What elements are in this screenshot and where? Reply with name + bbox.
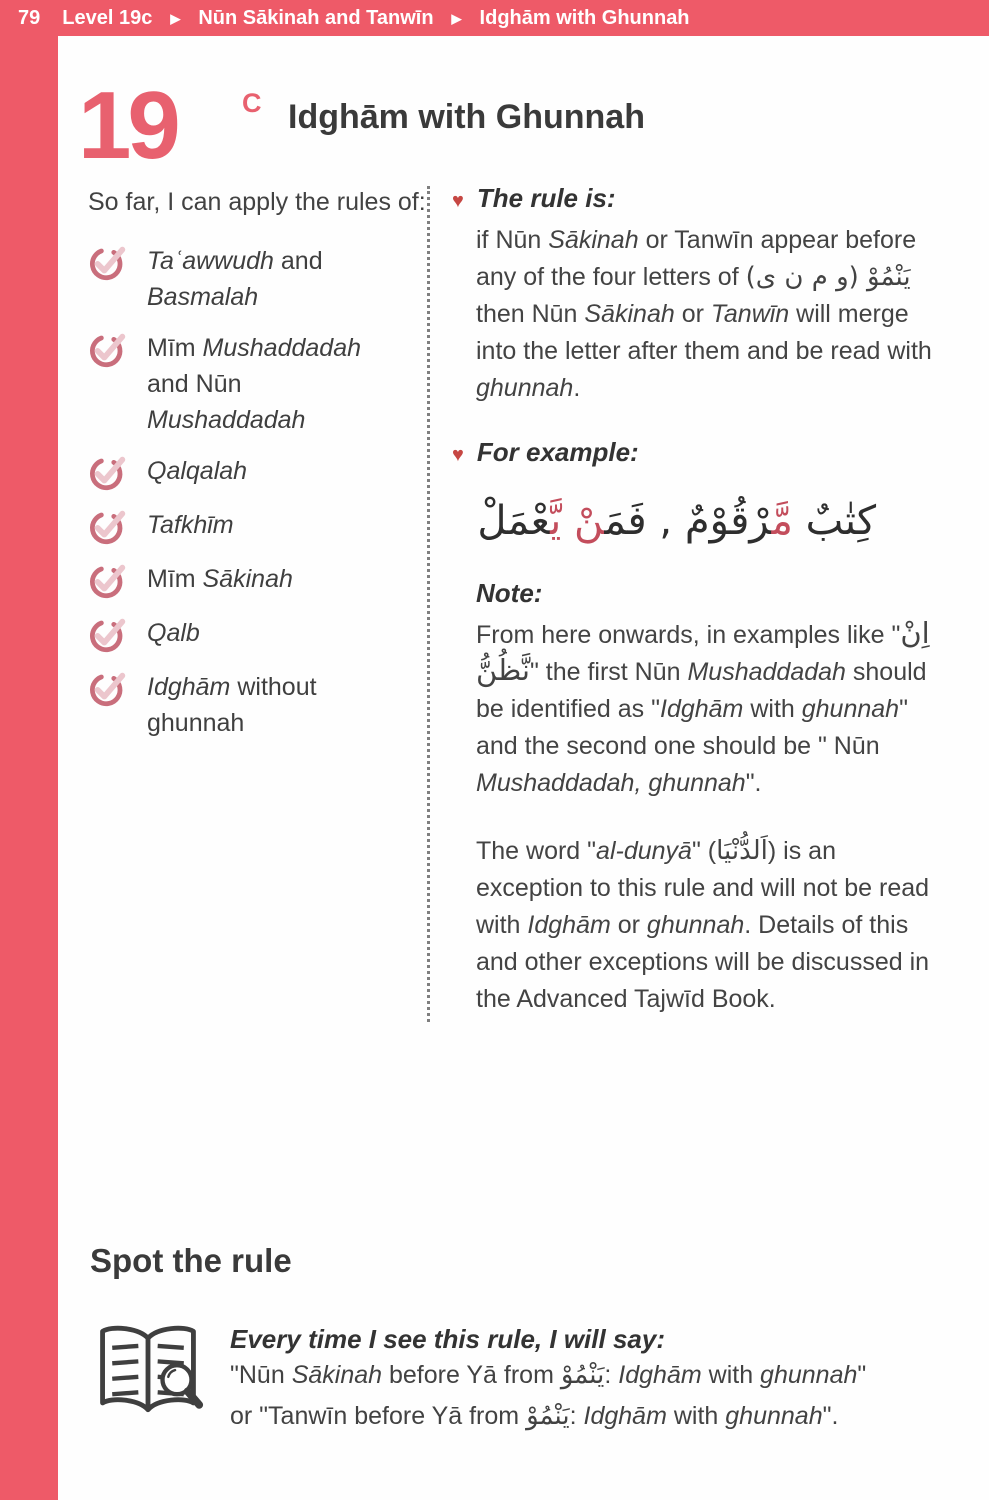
intro-text: So far, I can apply the rules of: xyxy=(88,188,426,216)
checklist-item xyxy=(88,615,436,654)
example-arabic: كِتٰبٌ مَّ‍‍رْقُوْمٌ , فَمَ‍‍نْ يَّ‍‍عْمَلْ xyxy=(477,498,876,544)
checklist-item xyxy=(88,243,436,315)
left-column xyxy=(88,183,436,741)
side-strip xyxy=(0,36,58,1500)
rule-paragraph: if Nūn Sākinah or Tanwīn appear before any of the four letters of يَنْمُوْ (و م ن ى) then Nūn Sākinah or Tanwīn will merge into the letter after them and be read with ghunnah. xyxy=(476,226,932,402)
checklist-item-label: Tafkhīm xyxy=(147,511,234,539)
checkmark-icon xyxy=(88,329,132,369)
arabic-yanmu: يَنْمُوْ xyxy=(526,1401,570,1431)
checklist-item-label: Mīm Sākinah xyxy=(147,565,293,593)
checklist-item xyxy=(88,561,436,600)
heart-icon: ♥ xyxy=(452,444,464,466)
checklist-item-label: Qalqalah xyxy=(147,457,248,485)
spot-heading: Spot the rule xyxy=(90,1242,292,1279)
checkmark-icon xyxy=(88,614,132,654)
checklist-item xyxy=(88,507,436,546)
breadcrumb-level: Level 19c xyxy=(62,6,153,29)
checkmark-icon xyxy=(88,242,132,282)
checklist-item-label: Mīm Mushaddadah and Nūn Mushaddadah xyxy=(147,334,362,434)
breadcrumb-separator-icon: ▶ xyxy=(451,11,462,26)
book-magnifier-icon xyxy=(90,1316,206,1428)
arabic-yanmu-letters: يَنْمُوْ (و م ن ى) xyxy=(745,262,911,292)
checklist-item-label: Idghām without ghunnah xyxy=(147,673,317,737)
page-title: Idghām with Ghunnah xyxy=(288,98,645,136)
column-divider xyxy=(427,186,430,1022)
spot-the-rule-section xyxy=(90,1242,950,1437)
checklist-item xyxy=(88,669,436,741)
checkmark-icon xyxy=(88,452,132,492)
spot-text-block xyxy=(230,1316,866,1437)
checklist-item-label: Qalb xyxy=(147,619,200,647)
spot-lead: Every time I see this rule, I will say: xyxy=(230,1324,665,1354)
note-paragraph: From here onwards, in examples like "اِنْ نَّظُنُّ" the first Nūn Mushaddadah should be identified as "Idghām with ghunnah" and the second one should be " Nūn Mushaddadah, ghunnah". xyxy=(476,616,930,797)
header-bar xyxy=(0,0,989,36)
exception-paragraph: The word "al-dunyā" (اَلدُّنْيَا) is an exception to this rule and will not be read with Idghām or ghunnah. Details of this and other exceptions will be discussed in the Advanced Tajwīd Book. xyxy=(476,836,930,1013)
breadcrumb-topic: Idghām with Ghunnah xyxy=(479,6,690,29)
page-number: 79 xyxy=(18,6,41,29)
checklist-item xyxy=(88,330,436,438)
rule-heading: ♥ The rule is: xyxy=(452,183,616,213)
breadcrumb-section: Nūn Sākinah and Tanwīn xyxy=(198,6,434,29)
spot-line-2: or "Tanwīn before Yā from يَنْمُوْ: Idghām with ghunnah". xyxy=(230,1401,839,1431)
arabic-in-nazunnu: اِنْ نَّظُنُّ xyxy=(476,616,930,687)
breadcrumb-separator-icon: ▶ xyxy=(170,11,181,26)
heart-icon: ♥ xyxy=(452,190,464,212)
checkmark-icon xyxy=(88,506,132,546)
arabic-al-dunya: اَلدُّنْيَا xyxy=(716,836,768,866)
checkmark-icon xyxy=(88,560,132,600)
right-column xyxy=(452,183,957,1018)
lesson-number: 19 xyxy=(78,72,177,179)
checkmark-icon xyxy=(88,668,132,708)
checklist-item-label: Taʿawwudh and Basmalah xyxy=(147,247,323,311)
note-heading: Note: xyxy=(476,578,543,608)
arabic-yanmu: يَنْمُوْ xyxy=(560,1360,605,1390)
checklist xyxy=(88,243,436,741)
lesson-suffix: C xyxy=(242,88,262,118)
spot-line-1: "Nūn Sākinah before Yā from يَنْمُوْ: Idghām with ghunnah" xyxy=(230,1360,867,1390)
example-heading: ♥ For example: xyxy=(452,437,639,467)
checklist-item xyxy=(88,453,436,492)
